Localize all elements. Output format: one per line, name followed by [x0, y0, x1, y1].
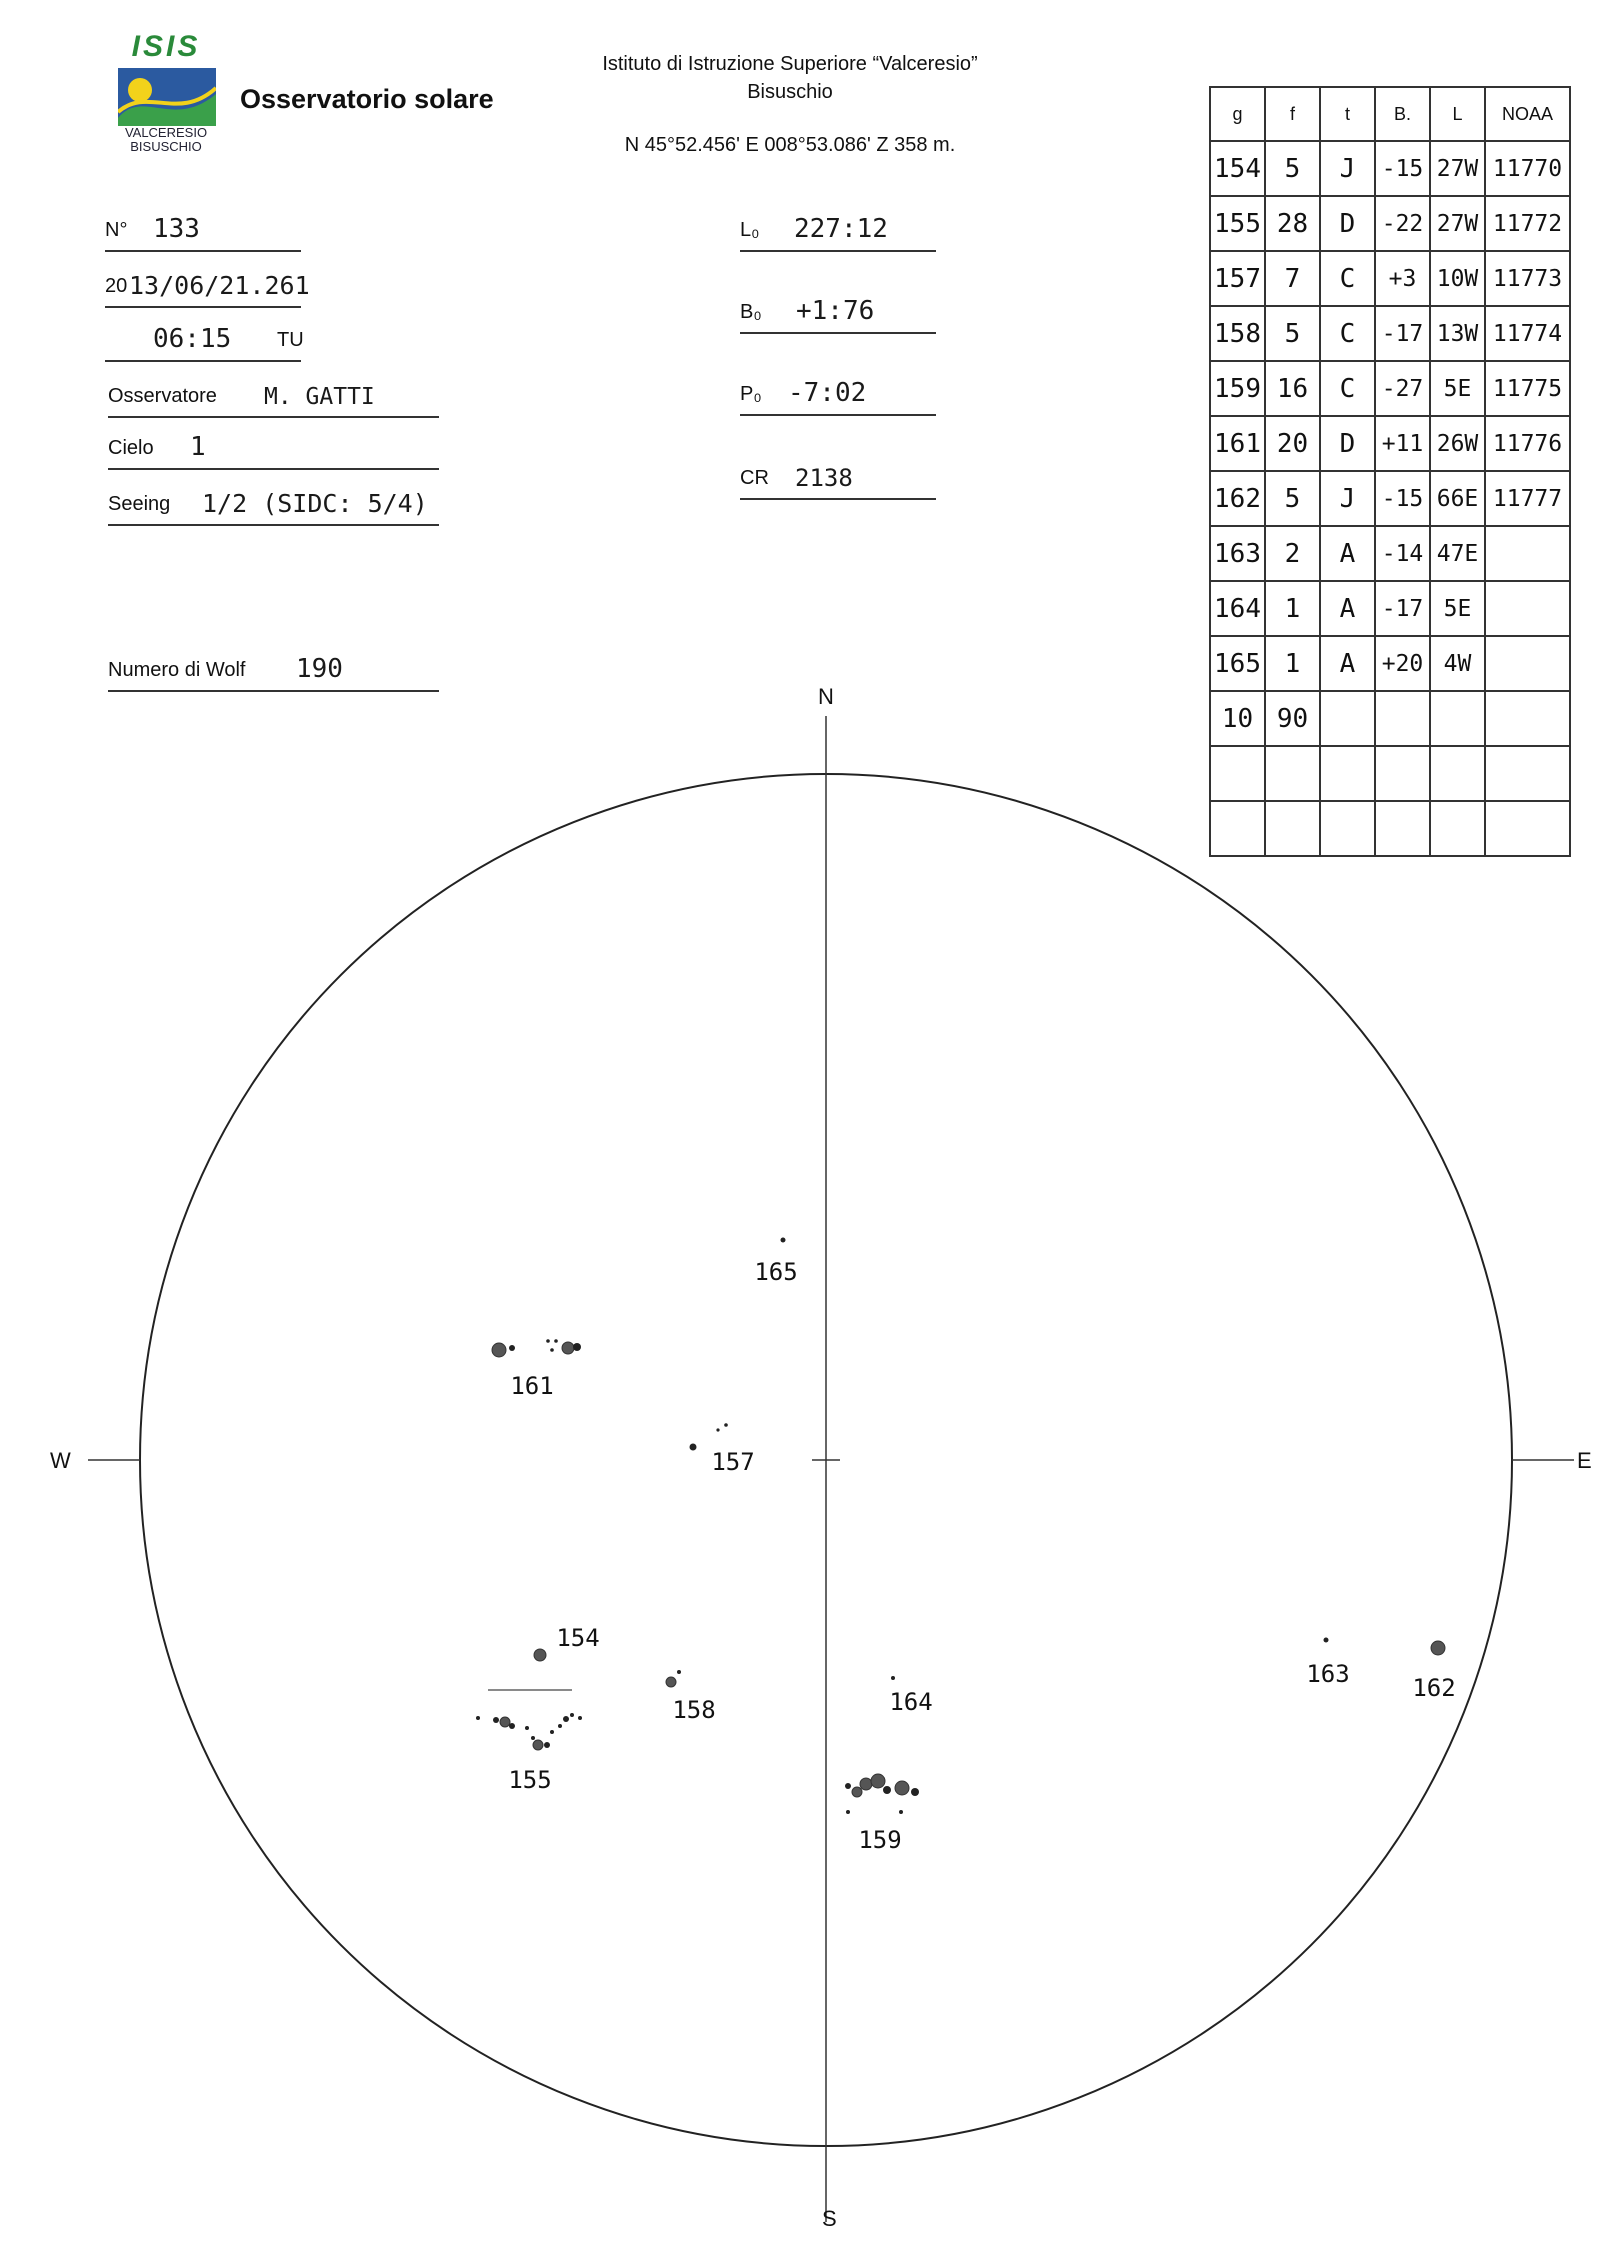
column-header: t	[1320, 87, 1375, 141]
table-cell: 11776	[1485, 416, 1570, 471]
date-value: 13/06/21.261	[129, 271, 310, 300]
table-cell: 5	[1265, 306, 1320, 361]
group-label-161: 161	[510, 1372, 554, 1400]
sunspot-165	[781, 1238, 786, 1243]
sunspot-155	[476, 1716, 480, 1720]
table-cell: 2	[1265, 526, 1320, 581]
B0-value: +1:76	[796, 296, 875, 326]
sunspot-157	[724, 1423, 728, 1427]
sunspot-159	[895, 1781, 909, 1795]
east-label: E	[1577, 1448, 1592, 1473]
P0-value: -7:02	[788, 378, 867, 408]
table-cell: -22	[1375, 196, 1430, 251]
sunspot-161	[509, 1345, 515, 1351]
sky-label: Cielo	[108, 437, 154, 459]
table-cell: +20	[1375, 636, 1430, 691]
P0-label: P₀	[740, 383, 762, 405]
observer-value: M. GATTI	[264, 384, 375, 410]
table-cell: 13W	[1430, 306, 1485, 361]
table-cell: A	[1320, 581, 1375, 636]
table-cell: 11774	[1485, 306, 1570, 361]
table-cell: A	[1320, 526, 1375, 581]
sunspot-161	[562, 1342, 574, 1354]
date-prefix: 20	[105, 275, 128, 297]
B0-label: B₀	[740, 301, 762, 323]
table-cell: -14	[1375, 526, 1430, 581]
table-cell: 7	[1265, 251, 1320, 306]
table-cell: 47E	[1430, 526, 1485, 581]
table-cell: J	[1320, 471, 1375, 526]
south-label: S	[822, 2206, 837, 2231]
table-cell: 27W	[1430, 196, 1485, 251]
group-label-159: 159	[858, 1826, 902, 1854]
L0-label: L₀	[740, 219, 760, 241]
table-cell: 161	[1210, 416, 1265, 471]
table-cell: 28	[1265, 196, 1320, 251]
sunspot-161	[550, 1348, 554, 1352]
sunspot-158	[677, 1670, 681, 1674]
table-cell: -17	[1375, 306, 1430, 361]
sunspot-155	[550, 1730, 554, 1734]
site-coordinates: N 45°52.456' E 008°53.086' Z 358 m.	[624, 134, 956, 156]
observer-label: Osservatore	[108, 385, 217, 407]
table-cell: +11	[1375, 416, 1430, 471]
table-cell: 154	[1210, 141, 1265, 196]
sunspot-155	[531, 1736, 535, 1740]
logo-caption: VALCERESIO BISUSCHIO	[124, 125, 208, 154]
record-number-value: 133	[153, 214, 200, 244]
sunspot-157	[716, 1428, 719, 1431]
table-cell: C	[1320, 361, 1375, 416]
sunspot-157	[690, 1444, 697, 1451]
seeing-label: Seeing	[108, 493, 171, 515]
CR-label: CR	[740, 467, 769, 489]
table-cell: J	[1320, 141, 1375, 196]
table-cell: 5E	[1430, 361, 1485, 416]
table-cell: 26W	[1430, 416, 1485, 471]
table-cell: 11773	[1485, 251, 1570, 306]
sunspot-159	[883, 1786, 891, 1794]
observatory-title: Osservatorio solare	[240, 84, 494, 114]
table-cell: C	[1320, 306, 1375, 361]
table-cell: 5E	[1430, 581, 1485, 636]
table-cell: 27W	[1430, 141, 1485, 196]
sunspots-layer	[476, 1238, 1445, 1815]
column-header: f	[1265, 87, 1320, 141]
sunspot-163	[1324, 1638, 1329, 1643]
sunspot-154	[534, 1649, 546, 1661]
table-cell: 159	[1210, 361, 1265, 416]
table-cell: 20	[1265, 416, 1320, 471]
column-header: g	[1210, 87, 1265, 141]
column-header: B.	[1375, 87, 1430, 141]
table-cell: -15	[1375, 141, 1430, 196]
group-label-163: 163	[1306, 1660, 1350, 1688]
sky-value: 1	[190, 432, 206, 462]
sunspot-159	[846, 1810, 850, 1814]
table-cell: 1	[1265, 581, 1320, 636]
table-cell: 163	[1210, 526, 1265, 581]
sunspot-155	[578, 1716, 582, 1720]
table-cell: 5	[1265, 141, 1320, 196]
table-cell: A	[1320, 636, 1375, 691]
wolf-number-label: Numero di Wolf	[108, 659, 246, 681]
sunspot-155	[493, 1717, 499, 1723]
group-label-162: 162	[1412, 1674, 1456, 1702]
L0-value: 227:12	[794, 214, 888, 244]
table-cell: C	[1320, 251, 1375, 306]
table-cell: 10W	[1430, 251, 1485, 306]
sunspot-162	[1431, 1641, 1445, 1655]
sunspot-159	[899, 1810, 903, 1814]
column-header: NOAA	[1485, 87, 1570, 141]
record-number-label: N°	[105, 219, 128, 241]
table-cell: -27	[1375, 361, 1430, 416]
sunspot-164	[891, 1676, 895, 1680]
CR-value: 2138	[795, 464, 853, 492]
group-label-155: 155	[508, 1766, 552, 1794]
table-cell: 155	[1210, 196, 1265, 251]
table-cell: 158	[1210, 306, 1265, 361]
table-cell: D	[1320, 196, 1375, 251]
time-value: 06:15	[153, 324, 232, 354]
table-cell: 11770	[1485, 141, 1570, 196]
sunspot-161	[554, 1339, 558, 1343]
sunspot-155	[509, 1723, 515, 1729]
table-cell: 164	[1210, 581, 1265, 636]
table-cell: 66E	[1430, 471, 1485, 526]
table-cell: 16	[1265, 361, 1320, 416]
wolf-number-value: 190	[296, 654, 343, 684]
sunspot-161	[573, 1343, 581, 1351]
north-label: N	[818, 684, 834, 709]
group-label-164: 164	[889, 1688, 933, 1716]
sunspot-158	[666, 1677, 676, 1687]
table-cell: 4W	[1430, 636, 1485, 691]
sunspot-155	[570, 1713, 574, 1717]
group-label-154: 154	[556, 1624, 600, 1652]
table-cell: 10	[1210, 691, 1265, 746]
sunspot-161	[492, 1343, 506, 1357]
sunspot-161	[546, 1339, 550, 1343]
sunspot-155	[544, 1742, 550, 1748]
seeing-value: 1/2 (SIDC: 5/4)	[202, 489, 428, 518]
table-cell: 11772	[1485, 196, 1570, 251]
institute-name: Istituto di Istruzione Superiore “Valceresio” Bisuschio	[602, 53, 978, 103]
table-cell: 5	[1265, 471, 1320, 526]
table-cell: 11777	[1485, 471, 1570, 526]
sunspot-155	[500, 1717, 510, 1727]
group-label-157: 157	[711, 1448, 755, 1476]
table-cell: 165	[1210, 636, 1265, 691]
table-cell: 1	[1265, 636, 1320, 691]
table-cell: +3	[1375, 251, 1430, 306]
table-cell: 162	[1210, 471, 1265, 526]
table-cell: -17	[1375, 581, 1430, 636]
table-cell: D	[1320, 416, 1375, 471]
sunspot-159	[860, 1778, 872, 1790]
sunspot-155	[563, 1716, 569, 1722]
table-cell: 157	[1210, 251, 1265, 306]
table-cell: 11775	[1485, 361, 1570, 416]
sunspot-159	[911, 1788, 919, 1796]
sunspot-155	[558, 1724, 562, 1728]
time-unit: TU	[277, 329, 304, 351]
sunspot-159	[852, 1787, 862, 1797]
sunspot-155	[525, 1726, 529, 1730]
logo-wordmark: ISIS	[131, 30, 201, 63]
sunspot-159	[871, 1774, 885, 1788]
group-label-165: 165	[754, 1258, 798, 1286]
sunspot-159	[845, 1783, 851, 1789]
column-header: L	[1430, 87, 1485, 141]
sunspot-155	[533, 1740, 543, 1750]
table-cell: 90	[1265, 691, 1320, 746]
group-label-158: 158	[672, 1696, 716, 1724]
table-cell: -15	[1375, 471, 1430, 526]
west-label: W	[50, 1448, 71, 1473]
